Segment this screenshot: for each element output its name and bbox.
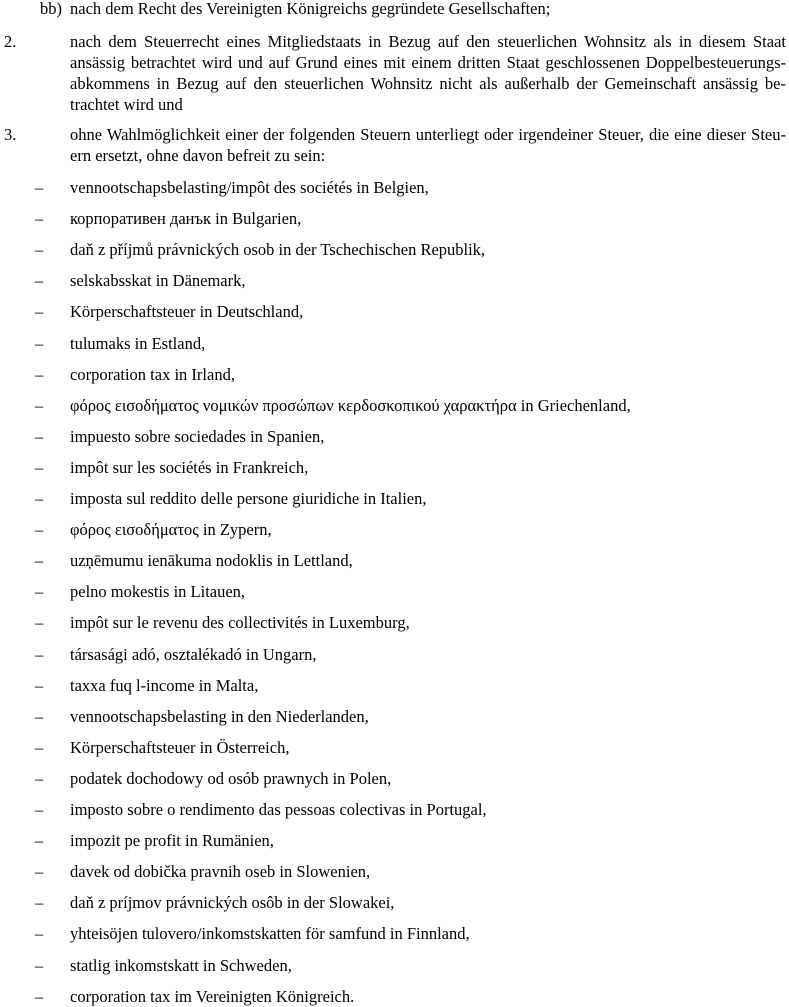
list-item: corporation tax in Irland, [70, 365, 235, 384]
list-item: корпоративен данък in Bulgarien, [70, 209, 302, 228]
list-item: impôt sur le revenu des collectivités in Luxemburg, [70, 613, 410, 632]
subitem-marker: bb) [40, 0, 62, 18]
list-item: daň z příjmů právnických osob in der Tschechischen Republik, [70, 240, 486, 259]
list-dash: – [35, 396, 44, 415]
list-dash: – [35, 302, 44, 321]
list-item: corporation tax im Vereinigten Königreich. [70, 987, 355, 1006]
list-item: imposta sul reddito delle persone giuridiche in Italien, [70, 489, 427, 508]
subitem-text: nach dem Recht des Vereinigten Königreichs gegründete Gesellschaften; [70, 0, 551, 18]
list-dash: – [35, 551, 44, 570]
list-dash: – [35, 893, 44, 912]
list-item: taxxa fuq l-income in Malta, [70, 676, 259, 695]
list-dash: – [35, 582, 44, 601]
list-item: uzņēmumu ienākuma nodoklis in Lettland, [70, 551, 353, 570]
list-dash: – [35, 520, 44, 539]
list-dash: – [35, 831, 44, 850]
item-paragraph: nach dem Steuerrecht eines Mitgliedstaats in Bezug auf den steuerlichen Wohnsitz als in diesem Staat ansässig betrachtet wird und auf Grund eines mit einem dritten Staat geschlossenen Doppelbesteuerungsabkommens in Bezug auf den steuerlichen Wohnsitz nicht als außerhalb der Gemeinschaft ansässig betrachtet wird und [70, 32, 786, 114]
item-number: 3. [4, 125, 17, 144]
list-dash: – [35, 240, 44, 259]
list-item: impozit pe profit in Rumänien, [70, 831, 274, 850]
list-item: podatek dochodowy od osób prawnych in Polen, [70, 769, 392, 788]
list-dash: – [35, 862, 44, 881]
list-dash: – [35, 987, 44, 1006]
list-dash: – [35, 458, 44, 477]
list-item: imposto sobre o rendimento das pessoas colectivas in Portugal, [70, 800, 487, 819]
list-dash: – [35, 956, 44, 975]
list-item: vennootschapsbelasting in den Niederlanden, [70, 707, 369, 726]
list-item: impuesto sobre sociedades in Spanien, [70, 427, 325, 446]
list-item: Körperschaftsteuer in Deutschland, [70, 302, 304, 321]
list-item: davek od dobička pravnih oseb in Slowenien, [70, 862, 371, 881]
list-item: Körperschaftsteuer in Österreich, [70, 738, 290, 757]
list-dash: – [35, 707, 44, 726]
item-paragraph: ohne Wahlmöglichkeit einer der folgenden Steuern unterliegt oder irgendeiner Steuer, die eine dieser Steuern ersetzt, ohne davon befreit zu sein: [70, 125, 786, 165]
item-number: 2. [4, 32, 17, 51]
list-dash: – [35, 365, 44, 384]
list-dash: – [35, 645, 44, 664]
list-dash: – [35, 613, 44, 632]
list-dash: – [35, 769, 44, 788]
list-item: yhteisöjen tulovero/inkomstskatten för samfund in Finnland, [70, 924, 470, 943]
list-item: vennootschapsbelasting/impôt des sociétés in Belgien, [70, 178, 429, 197]
list-dash: – [35, 738, 44, 757]
list-dash: – [35, 271, 44, 290]
list-dash: – [35, 178, 44, 197]
list-item: statlig inkomstskatt in Schweden, [70, 956, 292, 975]
list-item: daň z príjmov právnických osôb in der Slowakei, [70, 893, 395, 912]
list-dash: – [35, 676, 44, 695]
list-dash: – [35, 427, 44, 446]
list-dash: – [35, 800, 44, 819]
list-item: pelno mokestis in Litauen, [70, 582, 246, 601]
list-item: tulumaks in Estland, [70, 334, 206, 353]
list-dash: – [35, 924, 44, 943]
list-item: φόρος εισοδήματος νομικών προσώπων κερδοσκοπικού χαρακτήρα in Griechenland, [70, 396, 631, 415]
list-item: selskabsskat in Dänemark, [70, 271, 246, 290]
list-dash: – [35, 489, 44, 508]
list-item: impôt sur les sociétés in Frankreich, [70, 458, 309, 477]
list-dash: – [35, 209, 44, 228]
list-item: társasági adó, osztalékadó in Ungarn, [70, 645, 317, 664]
list-item: φόρος εισοδήματος in Zypern, [70, 520, 272, 539]
list-dash: – [35, 334, 44, 353]
